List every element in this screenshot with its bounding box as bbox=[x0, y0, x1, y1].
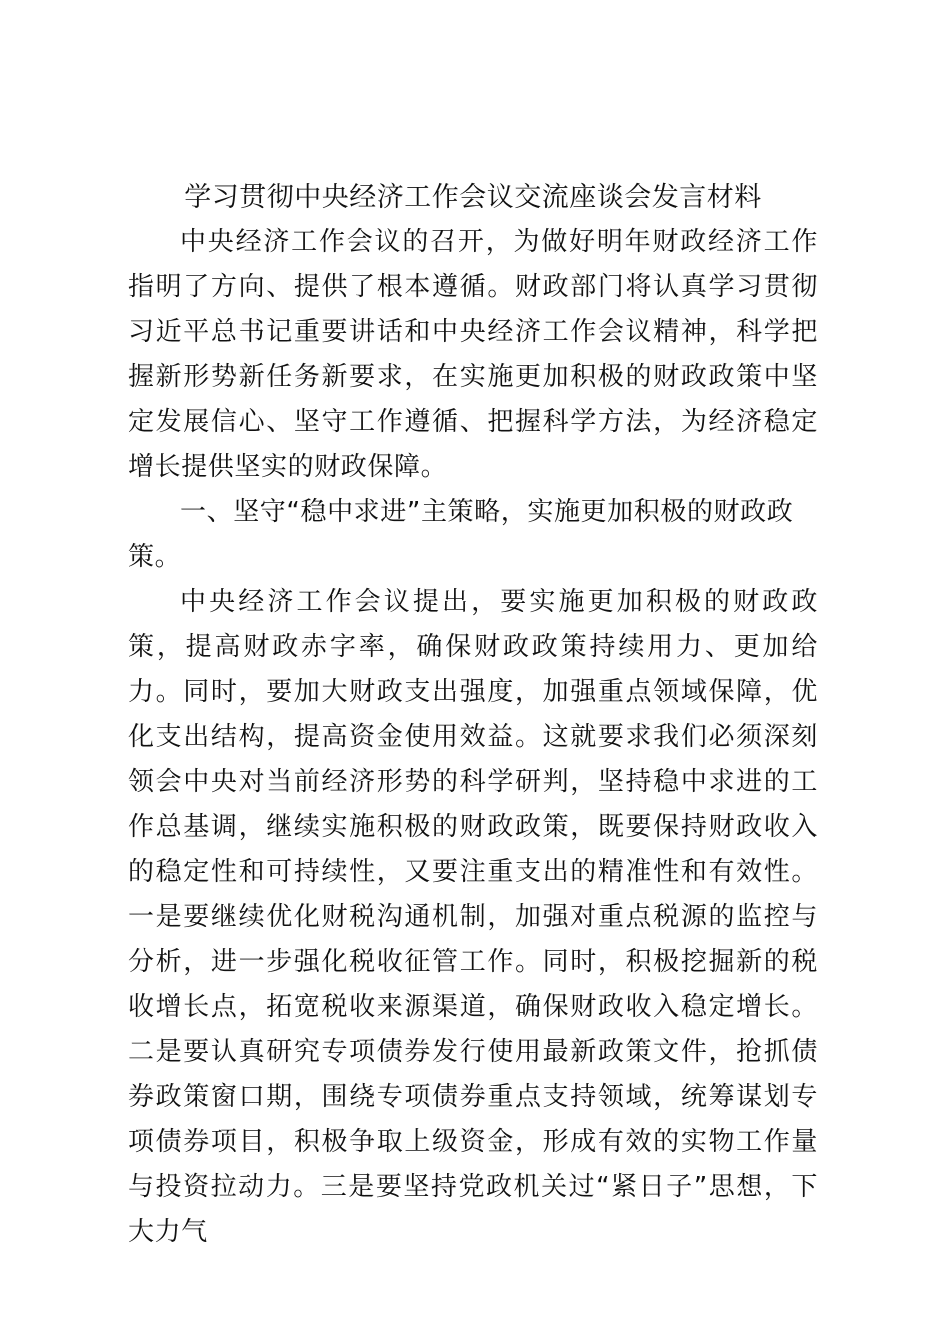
document-title: 学习贯彻中央经济工作会议交流座谈会发言材料 bbox=[184, 182, 762, 213]
section-heading-1: 一、坚守“稳中求进”主策略，实施更加积极的财政政策。 bbox=[128, 497, 794, 572]
paragraph-section-1: 中央经济工作会议提出，要实施更加积极的财政政策，提高财政赤字率，确保财政政策持续用力、更加给力。同时，要加大财政支出强度，加强重点领域保障，优化支出结构，提高资金使用效益。这就要求我们必须深刻领会中央对当前经济形势的科学研判，坚持稳中求进的工作总基调，继续实施积极的财政政策，既要保持财政收入的稳定性和可持续性，又要注重支出的精准性和有效性。一是要继续优化财税沟通机制，加强对重点税源的监控与分析，进一步强化税收征管工作。同时，积极挖掘新的税收增长点，拓宽税收来源渠道，确保财政收入稳定增长。二是要认真研究专项债券发行使用最新政策文件，抢抓债券政策窗口期，围绕专项债券重点支持领域，统筹谋划专项债券项目，积极争取上级资金，形成有效的实物工作量与投资拉动力。三是要坚持党政机关过“紧日子”思想，下大力气 bbox=[128, 587, 818, 1247]
paragraph-intro: 中央经济工作会议的召开，为做好明年财政经济工作指明了方向、提供了根本遵循。财政部门将认真学习贯彻习近平总书记重要讲话和中央经济工作会议精神，科学把握新形势新任务新要求，在实施更加积极的财政政策中坚定发展信心、坚守工作遵循、把握科学方法，为经济稳定增长提供坚实的财政保障。 bbox=[128, 227, 818, 482]
document-body bbox=[128, 220, 818, 1255]
